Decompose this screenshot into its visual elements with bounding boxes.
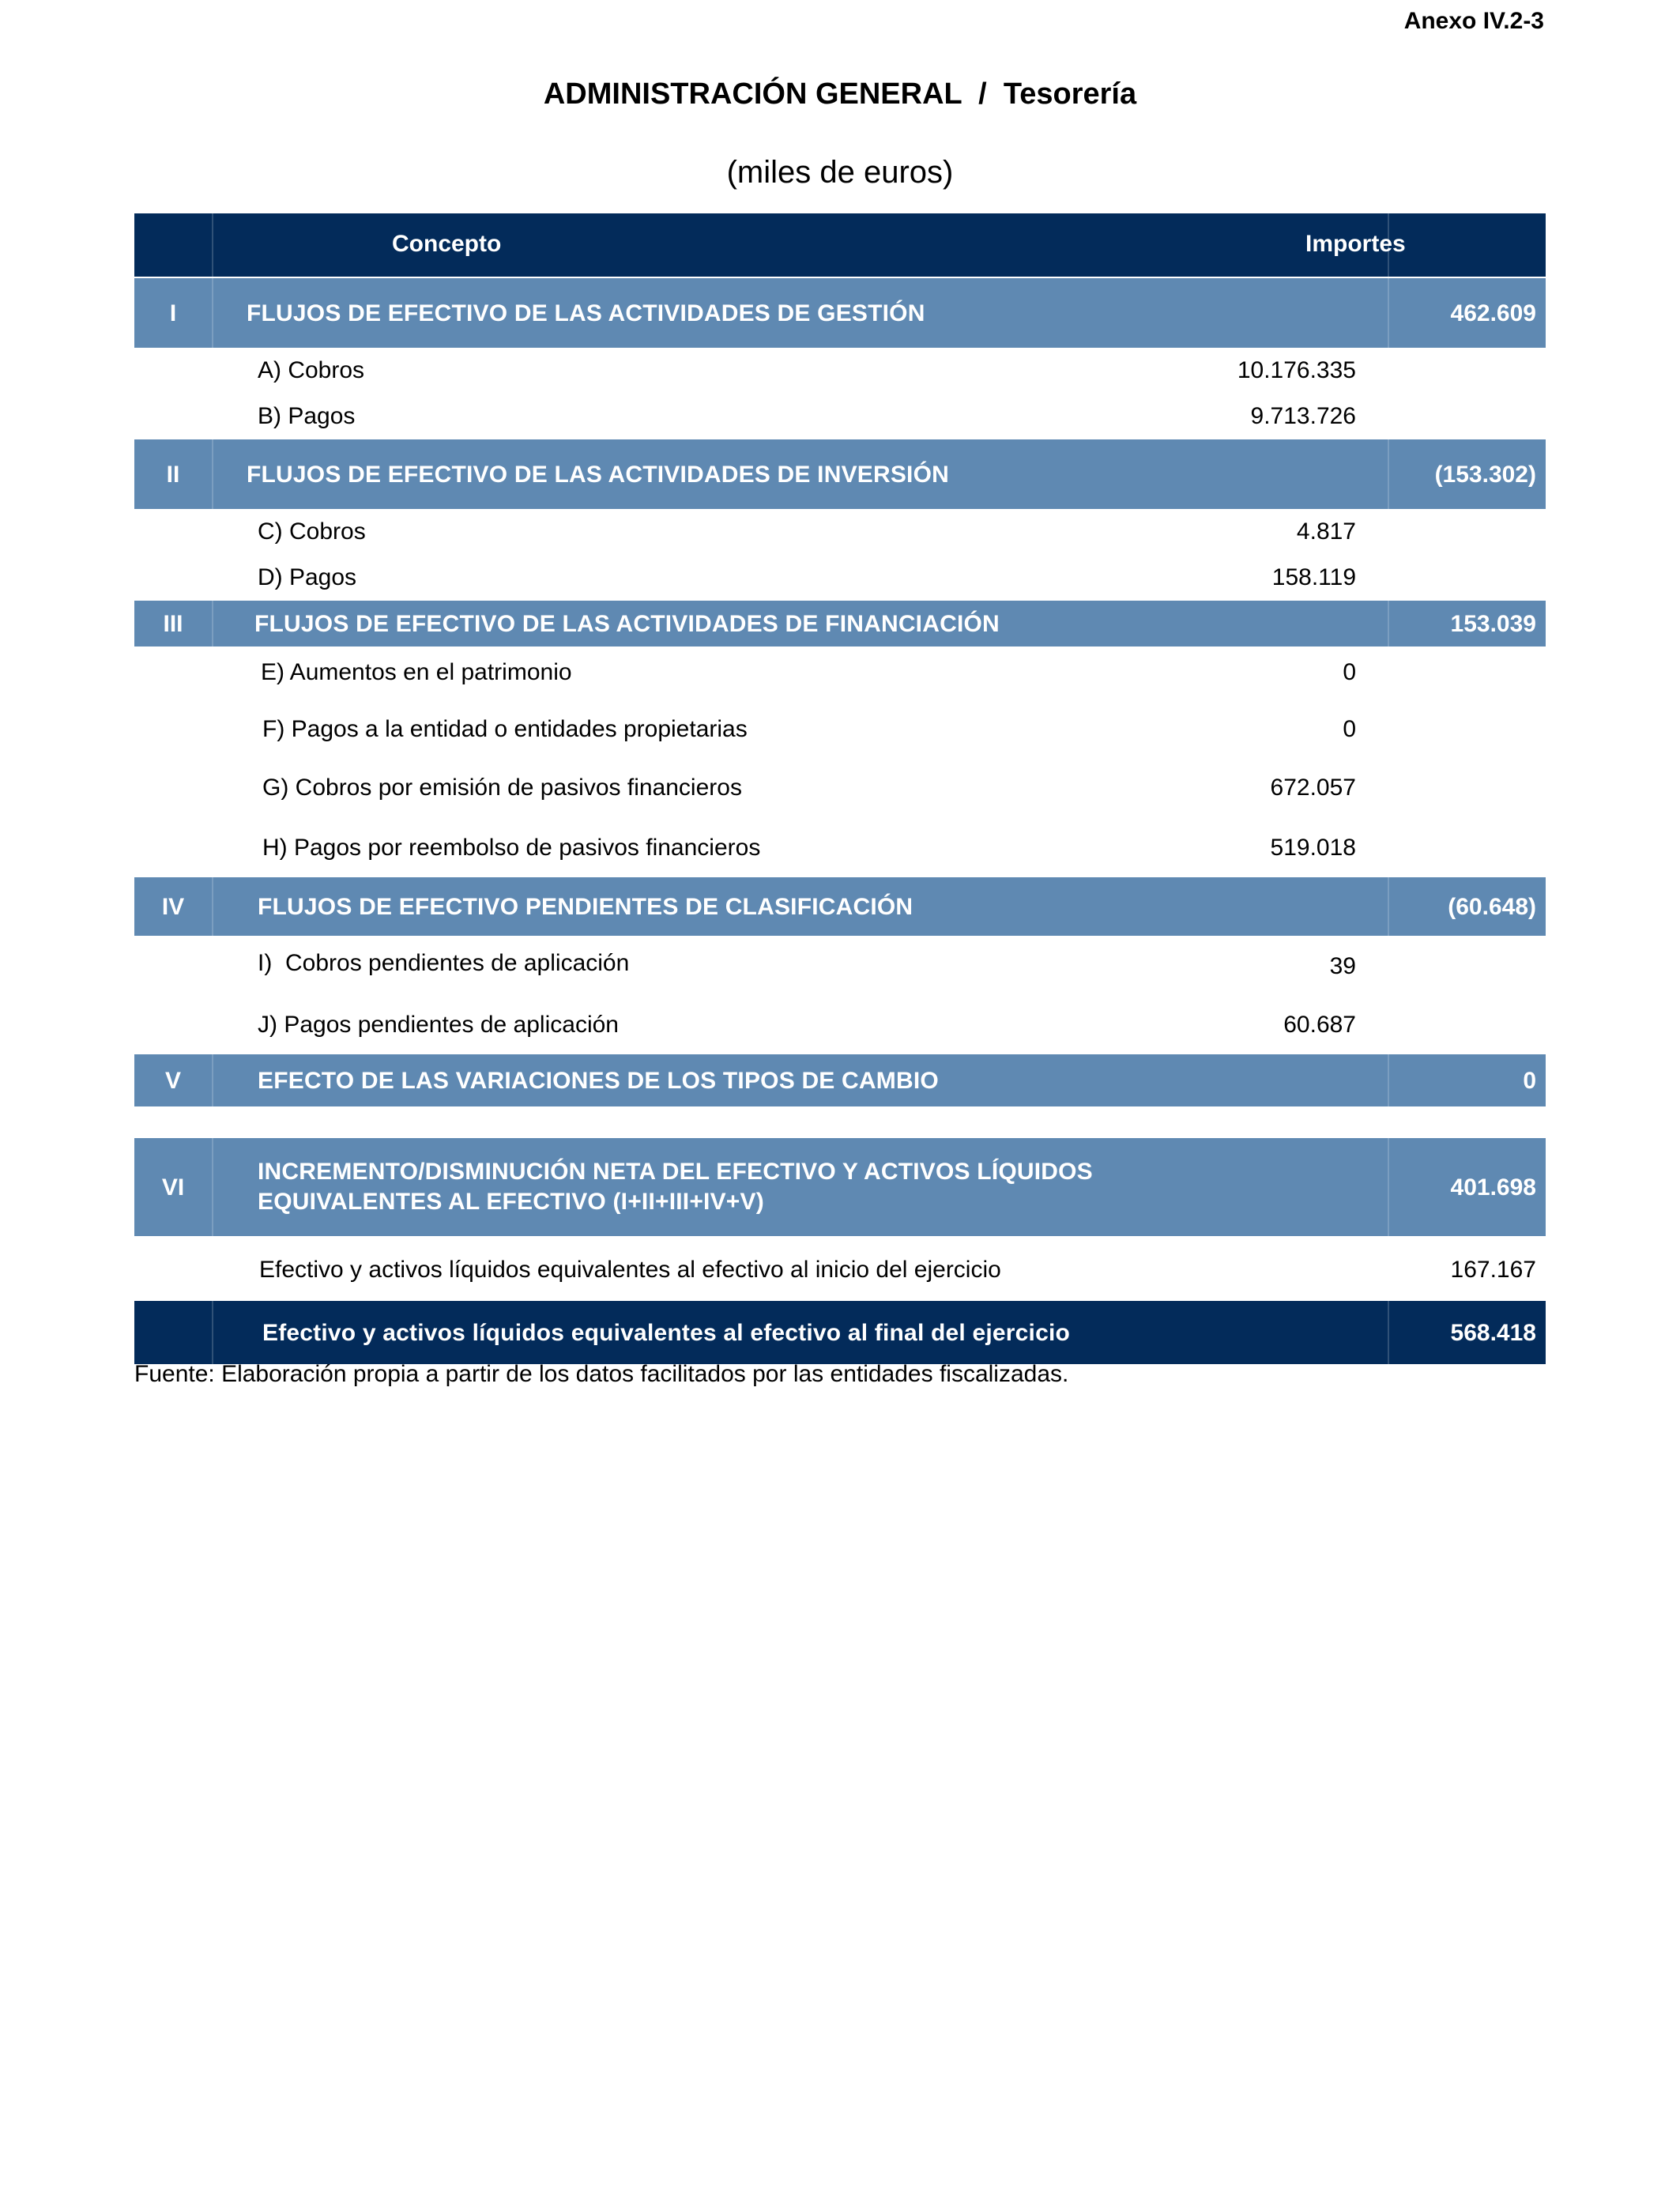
closing-label: Efectivo y activos líquidos equivalentes al efectivo al final del ejercicio [262, 1320, 1071, 1346]
opening-value: 167.167 [1450, 1257, 1536, 1283]
page-subtitle: (miles de euros) [726, 155, 954, 190]
item-value: 60.687 [1283, 1012, 1356, 1038]
section-row-ii [134, 439, 1546, 509]
section-title-line1: INCREMENTO/DISMINUCIÓN NETA DEL EFECTIVO Y ACTIVOS LÍQUIDOS [258, 1159, 1093, 1185]
section-roman: I [169, 300, 177, 326]
item-label: D) Pagos [258, 564, 357, 590]
item-value: 39 [1329, 953, 1356, 979]
item-label: F) Pagos a la entidad o entidades propietarias [262, 716, 748, 742]
section-title: FLUJOS DE EFECTIVO DE LAS ACTIVIDADES DE INVERSIÓN [247, 462, 949, 488]
section-total: 401.698 [1450, 1174, 1536, 1201]
section-roman: II [166, 462, 180, 488]
annex-label: Anexo IV.2-3 [1403, 8, 1544, 34]
section-roman: V [164, 1068, 181, 1094]
item-label: B) Pagos [258, 403, 356, 429]
section-title: EFECTO DE LAS VARIACIONES DE LOS TIPOS DE CAMBIO [258, 1068, 939, 1094]
section-total: (153.302) [1434, 462, 1536, 488]
header-concept: Concepto [392, 231, 502, 257]
section-total: 462.609 [1450, 300, 1536, 326]
item-label: I) Cobros pendientes de aplicación [258, 950, 630, 976]
section-total: 153.039 [1450, 611, 1536, 637]
item-label: A) Cobros [258, 357, 365, 383]
item-label: E) Aumentos en el patrimonio [261, 659, 572, 685]
section-row-vi [134, 1138, 1546, 1236]
section-roman: IV [161, 894, 185, 920]
section-title: FLUJOS DE EFECTIVO DE LAS ACTIVIDADES DE FINANCIACIÓN [254, 611, 1000, 637]
item-value: 672.057 [1270, 775, 1356, 801]
section-row-v [134, 1054, 1546, 1106]
source-note: Fuente: Elaboración propia a partir de los datos facilitados por las entidades fiscalizadas. [134, 1361, 1069, 1387]
item-value: 519.018 [1270, 835, 1356, 861]
section-total: (60.648) [1448, 894, 1536, 920]
section-roman: VI [161, 1174, 185, 1201]
section-total: 0 [1523, 1068, 1536, 1094]
section-roman: III [163, 611, 183, 637]
item-label: G) Cobros por emisión de pasivos financieros [262, 775, 742, 801]
item-value: 10.176.335 [1237, 357, 1356, 383]
closing-value: 568.418 [1450, 1320, 1536, 1346]
page-title: ADMINISTRACIÓN GENERAL / Tesorería [543, 77, 1137, 111]
section-row-i [134, 278, 1546, 348]
item-value: 4.817 [1296, 518, 1356, 545]
section-row-iii [134, 601, 1546, 647]
section-title: FLUJOS DE EFECTIVO DE LAS ACTIVIDADES DE GESTIÓN [247, 300, 925, 326]
opening-label: Efectivo y activos líquidos equivalentes al efectivo al inicio del ejercicio [259, 1257, 1001, 1283]
item-label: J) Pagos pendientes de aplicación [258, 1012, 619, 1038]
item-label: H) Pagos por reembolso de pasivos financieros [262, 835, 761, 861]
item-value: 9.713.726 [1250, 403, 1356, 429]
table-header [134, 213, 1546, 277]
header-amount: Importes [1305, 231, 1406, 257]
section-title-line2: EQUIVALENTES AL EFECTIVO (I+II+III+IV+V) [258, 1189, 764, 1215]
item-value: 158.119 [1271, 564, 1356, 590]
closing-row [134, 1301, 1546, 1364]
item-value: 0 [1343, 659, 1356, 685]
item-label: C) Cobros [258, 518, 366, 545]
section-title: FLUJOS DE EFECTIVO PENDIENTES DE CLASIFICACIÓN [258, 894, 913, 920]
item-value: 0 [1343, 716, 1356, 742]
section-row-iv [134, 877, 1546, 936]
